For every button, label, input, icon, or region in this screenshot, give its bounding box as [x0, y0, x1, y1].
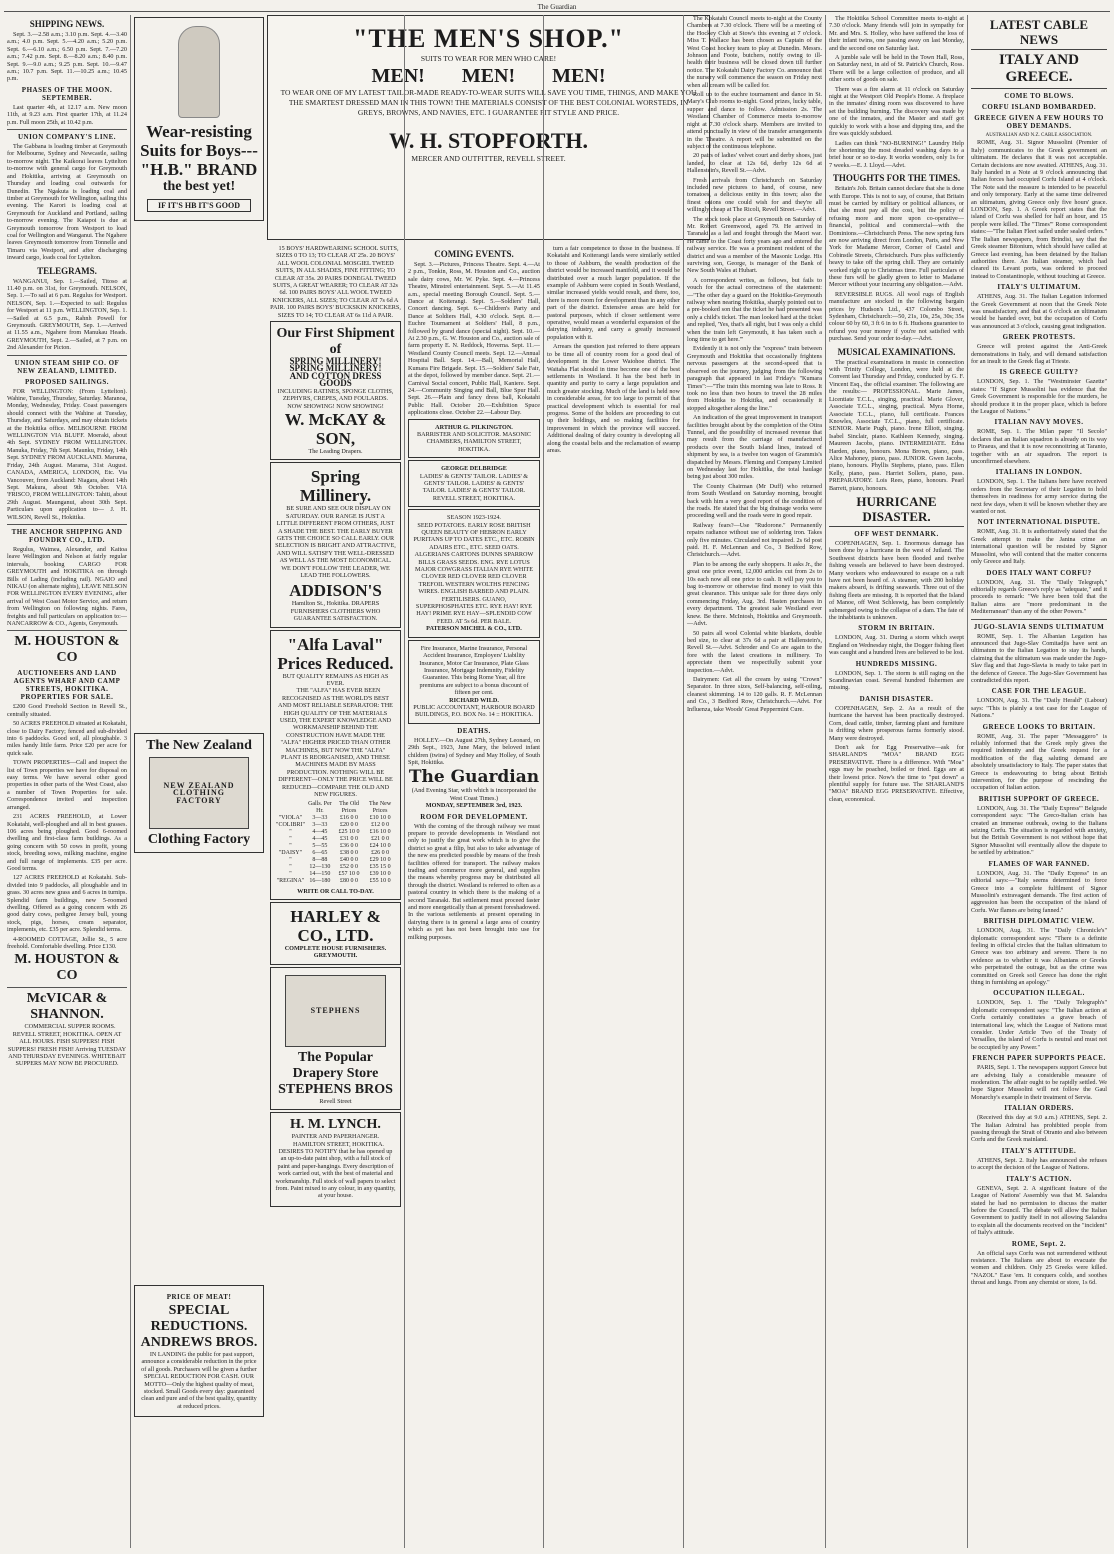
action-title: ITALY'S ACTION. — [1006, 1174, 1072, 1183]
alfa-cell: 5—55 — [312, 842, 328, 849]
danish-title: DANISH DISASTER. — [859, 694, 934, 703]
alfa-row — [275, 878, 396, 885]
telegrams-text: WANGANUI, Sep. 1.—Sailed, Titoso at 11.40 p.m. on 31st, for Greymouth. NELSON, Sep. 1.—To sail at 6 p.m. Regulus for Westport. NELSON, Sep. 1.—Expected to sail: Regulus for Westport at 11 p.m. WELLINGTON, Sep. 1.—Sailed at 6.5 p.m., Rahnh Powell for Greymouth. GREYMOUTH, Sep. 1.—Arrived at 11.55 a.m., Ngahere from Manukau Heads. GREYMOUTH, Sept. 2.—Sailed, at 7 p.m. on 2nd Alexander for Picton. — [7, 277, 127, 352]
greek-protests-text: Greece will protest against the Anti-Greek demonstrations in Italy, and will demand satisfaction for an insult to the Greek flag at Trieste. — [971, 343, 1107, 365]
alfa-row — [275, 843, 396, 850]
news-council-2: The County Chairman (Mr Duff) who returned from South Westland on Saturday morning, brought back with him a very good report of the condition of the roads. He stated that the big drainage works were proceeding well and the roads were in good repair. — [687, 482, 822, 520]
news-railway: Railway fears?—Use "Rudorone." Permanently repairs radiance without use of soldering iron. Takes only five minutes. Circulated not impaired. 2s 6d post paid. H. F. McLennan and Co., 3 Bedford Row, Christchurch.—Advt. — [687, 521, 822, 559]
britain-title: GREECE LOOKS TO BRITAIN. — [982, 722, 1096, 731]
news-ladies: Ladies can think "NO-BURNING!" Laundry Help for shortening the most dreaded washing days to a brief hour or so to-day. It works wonders, only 1s for 7 weeks.—E. J. Lloyd.—Advt. — [829, 139, 964, 169]
italys-ultimatum-title: ITALY'S ULTIMATUM. — [997, 283, 1081, 292]
mens-shop-address: MERCER AND OUTFITTER, REVELL STREET. — [411, 154, 566, 163]
uss-title: UNION STEAM SHIP CO. OF NEW ZEALAND, LIMITED. — [14, 358, 120, 375]
alfa-cell: 6—65 — [312, 849, 328, 856]
alfa-cell: 3—33 — [312, 814, 328, 821]
rome-title: ROME, Sept. 2. — [1011, 1239, 1067, 1248]
factory-seal-illustration: NEW ZEALAND CLOTHING FACTORY — [149, 757, 249, 829]
high-water-table: Sept. 3.—2.58 a.m.; 3.10 p.m. Sept. 4.—3.40 a.m.; 4.0 p.m. Sept. 5.—4.20 a.m.; 5.20 p.m. Sept. 6.—6.10 a.m.; 6.50 p.m. Sept. 7.—7.20 a.m.; 7.42 p.m. Sept. 8.—8.20 a.m.; 8.40 p.m. Sept. 9.—9.0 a.m.; 9.25 p.m. Sept. 10.—9.47 a.m.; 10.7 p.m. Sept. 11.—10.25 a.m.; 10.45 p.m. — [7, 31, 127, 83]
stephens-ad — [270, 967, 401, 1110]
mens-shop-name: W. H. STOPFORTH. — [388, 128, 589, 153]
cable-sub-3: GREECE GIVEN A FEW HOURS TO OBEY DEMANDS. — [974, 114, 1104, 130]
alfa-cell: " — [289, 863, 292, 870]
alfa-row — [275, 871, 396, 878]
alfa-cell: "VIOLA" — [278, 814, 303, 821]
mckay-now-showing: NOW SHOWING! NOW SHOWING! — [287, 402, 384, 410]
stephens-title: The Popular Drapery Store — [292, 1049, 379, 1081]
news-eggs: Don't ask for Egg Preservative—ask for SHARLAND'S "MOA" BRAND EGG PRESERVATIVE. There is a difference. With "Moa" eggs may be poached, boiled or fried. Eggs are at their lowest price. Now's the time to "put down" a plentiful supply for future use. The SHARLAND'S "MOA" BRAND EGG PRESERVATIVE. Effective, clean, economical. — [829, 743, 964, 803]
column-spacer — [134, 855, 264, 1283]
support-title: BRITISH SUPPORT OF GREECE. — [978, 794, 1100, 803]
delbridge-name: GEORGE DELBRIDGE — [441, 465, 507, 473]
houston-property-3: TOWN PROPERTIES—Call and inspect the list of Town properties we have for disposal on easy terms. We have several other good properties in other parts of the West Coast, also a number of Town Properties for sale. Correspondence invited and inspection arranged. — [7, 759, 127, 811]
deaths-title: DEATHS. — [457, 726, 491, 735]
alfa-cell: £52 0 0 — [340, 863, 359, 870]
alfa-cell: "REGINA" — [276, 877, 305, 884]
alfa-cell: £26 0 0 — [371, 849, 390, 856]
news-tickets: Fresh arrivals from Christchurch on Saturday included new pictures to hand, of course, new tomatoes, a delicious entity in this town; also the finest onions one could wish for and they're all willingly cheap at The Ricoli, Revell Street.—Advt. — [687, 176, 822, 214]
new-zealand-factory-ad — [134, 733, 264, 853]
alfa-price-table — [275, 801, 396, 885]
cable-sub-1: COME TO BLOWS. — [1004, 92, 1074, 100]
alfa-row — [275, 850, 396, 857]
case-text: LONDON, Aug. 31. The "Daily Herald" (Labour) says: "This is plainly a test case for the League of Nations." — [971, 697, 1107, 720]
harley-name: HARLEY & CO., LTD. — [290, 906, 381, 945]
alfa-cell: £39 10 0 — [369, 870, 391, 877]
harley-tagline: COMPLETE HOUSE FURNISHERS. GREYMOUTH. — [284, 944, 387, 960]
alfa-cell: £38 0 0 — [340, 849, 359, 856]
mckay-ad — [270, 321, 401, 460]
uss-subtitle: PROPOSED SAILINGS. — [24, 377, 110, 386]
news-jumble: A jumble sale will be held in the Town Hall, Ross, on Saturday next, in aid of St. Patrick's Church, Ross. There will be a large collection of produce, and all other sorts of goods on sale. — [829, 54, 964, 84]
andrews-name: SPECIAL REDUCTIONS. ANDREWS BROS. — [140, 1303, 258, 1350]
news-reversible: REVERSIBLE RUGS. All wool rugs of English manufacture are stocked in the following bargain prices by Hudson's Ltd., 437 Colombo Street, Sydenham, Christchurch:—50, 21s, 10s, 25s, 30s; 35s colour 60 by 60, 3 ft 6 in to 6 ft. Hudsons guarantee to refund you your money if you're not satisfied with purchase. Send your order to-day.—Advt. — [829, 290, 964, 343]
stephens-name: STEPHENS BROS — [278, 1081, 393, 1097]
alfa-footer: WRITE OR CALL TO-DAY. — [297, 887, 374, 895]
alfa-row — [275, 836, 396, 843]
alfa-header-cell — [275, 801, 306, 815]
alfa-cell: £40 0 0 — [340, 856, 359, 863]
addison-tagline: Hamilton St., Hokitika. DRAPERS FURNISHERS CLOTHIERS WHO GUARANTEE SATISFACTION. — [290, 600, 381, 623]
hb-suits-ad — [134, 17, 264, 221]
houston-property-5: 127 ACRES FREEHOLD at Kokatahi. Sub-divided into 9 paddocks, all ploughable and in grass. 30 acres new grass and 6 acres in turnips. Splendid farm buildings, new 5-roomed dwelling. Offered as a going concern with 26 good dairy cows, pedigree Jersey bull, young stock, pigs, horses, cream separator, implements, etc. £35 per acre. Splendid terms. — [7, 874, 127, 934]
french-title: FRENCH PAPER SUPPORTS PEACE. — [972, 1054, 1106, 1063]
alfa-cell: £16 0 0 — [340, 814, 359, 821]
alfa-subtitle: BUT QUALITY REMAINS AS HIGH AS EVER. — [282, 672, 389, 687]
houston-subtitle: AUCTIONEERS AND LAND AGENTS WHARF AND CAMP STREETS, HOKITIKA. PROPERTIES FOR SALE. — [13, 669, 121, 702]
mckay-tagline: The Leading Drapers. — [308, 447, 363, 455]
alfa-header-cell: Galls. Per Hr. — [308, 800, 332, 814]
mens-shop-body: TO WEAR ONE OF MY LATEST TAILOR-MADE READY-TO-WEAR SUITS WILL SAVE YOU TIME, THINGS, AND MAKE YOU THE SMARTEST DRESSED MAN IN THIS TOWN! THE MATERIALS CONSIST OF THE BEST COLONIAL WORSTEDS, IN GREYS, BROWNS, AND NAVIES, ETC. I GUARANTEE FIT STYLE AND PRICE. — [280, 88, 697, 117]
alfa-cell: 8—88 — [312, 856, 328, 863]
mens-shop-men: MEN! MEN! MEN! — [371, 65, 606, 87]
alfa-cell: £12 0 0 — [371, 821, 390, 828]
addison-text: BE SURE AND SEE OUR DISPLAY ON SATURDAY. OUR RANGE IS JUST A LITTLE DIFFERENT FROM OTHERS, JUST A SHADE THE BEST. THE EARLY BUYER GETS THE CHOICE SO CALL EARLY. OUR SELECTION IS BRIGHT AND ATTRACTIVE, AND WILL SATISFY THE WELL-DRESSED AS WELL AS THE MOST ECONOMICAL. WE DON'T FOLLOW THE LEADER, WE LEAD THE FOLLOWERS. — [275, 505, 396, 579]
alfa-cell: £25 10 0 — [338, 828, 360, 835]
column-local-news-2 — [825, 15, 967, 1548]
thoughts-title: THOUGHTS FOR THE TIMES. — [832, 173, 961, 184]
delbridge-text: LADIES' & GENTS' TAILOR. LADIES' & GENTS' TAILOR. LADIES' & GENTS' TAILOR. LADIES' & GENTS' TAILOR. REVELL STREET, HOKITIKA. — [419, 472, 529, 502]
seeds-text: SEED POTATOES. EARLY ROSE BRITISH QUEEN BEAUTY OF HEBRON EARLY PURITANS UP TO DATES ETC., ETC. ROBIN ADAIRS ETC., ETC. SEED OATS. ALGERIANS CARTONS DUNNS SPARROW BILLS GRASS SEEDS. ENG. RYE LOTUS MAJOR COWGRASS ITALIAN RYE WHITE CLOVER RED CLOVER RED CLOVER TREFOIL WESTERN WOLTHS FENCING WIRES. ENGLISH BARBED AND PLAIN. FERTILISERS. GUANO, SUPERPHOSPHATES ETC. RYE HAY! RYE HAY! PRIME RYE HAY—SPLENDID COW FEED. AT 5s 6d. PER BALE. — [413, 521, 535, 625]
attitude-text: ATHENS, Sept. 2. Italy has announced she refuses to accept the decision of the League of Nations. — [971, 1156, 1107, 1172]
corfu-text: LONDON, Aug. 31. The "Daily Telegraph," editorially regards Greece's reply as "adequate," and it proceeds to remark: "We have been told that the Italian aims are "more predominant in the Mediterranean" than any of the other Powers." — [971, 578, 1107, 616]
addison-name: ADDISON'S — [289, 581, 382, 601]
alfa-cell: £80 0 0 — [340, 877, 359, 884]
column-shipping — [4, 15, 130, 1548]
andrews-text: IN LANDING the public for past support, announce a considerable reduction in the price of all goods. Purchasers will be given a further SPECIAL REDUCTION FOR CASH. OUR MOTTO—Only the highest quality of meat, stocked. Small Goods every day: guaranteed clean and pure and of the best quality, quantity at reduced prices. — [141, 1351, 257, 1410]
alfa-header-row — [275, 801, 396, 815]
navy-title: ITALIAN NAVY MOVES. — [994, 418, 1084, 427]
news-sales: 50 pairs all wool Colonial white blankets, double bed size, to clear at 37s 6d a pair at Hallenstein's, Revell St.—Advt. Schroder and Co are again to the fore with the latest creations in millinery. To appreciate them we respectfully submit your inspection.—Advt. — [687, 629, 822, 674]
greece-guilty-title: IS GREECE GUILTY? — [999, 368, 1079, 377]
harley-ad — [270, 902, 401, 965]
boy-illustration — [178, 26, 220, 118]
alfa-cell: " — [289, 828, 292, 835]
nz-left: The New Zealand — [146, 738, 252, 753]
houston-property-4: 231 ACRES FREEHOLD, at Lower Kokatahi, well-ploughed and all in best grasses. 106 acres being ploughed. Good 6-roomed dwelling and first-class farm buildings. As a going concern with 50 cows in profit, young stock, breeding sows, milking machine, engine and full range of implements. £35 per acre. Good terms. — [7, 813, 127, 872]
hb-title: Wear-resisting Suits for Boys--- — [140, 122, 258, 160]
alfa-cell: £16 10 0 — [369, 828, 391, 835]
news-correspondent: A correspondent writes, as follows, but fails to vouch for the actual correctness of the statement:—"The other day a guard on the Hokitika-Greymouth railway when nearing Hokitika, sharply pointed out to a pre-booked son that the ticket he had presented was only a child's ticket. The man looked hard at the ticket and replied, 'Yes, that's all right, but I was only a child when the train left Greymouth, it has taken such a long time to get here.'" — [687, 276, 822, 344]
andrews-title: PRICE OF MEAT! — [166, 1293, 232, 1301]
houston-property-2: 50 ACRES FREEHOLD situated at Kokatahi, close to Dairy Factory; fenced and sub-divided into 6 paddocks. Good soil, all ploughable. 3 miles handy little farm. Price £20 per acre for quick sale. — [7, 720, 127, 757]
news-school: The Hokitika School Committee meets to-night at 7.30 o'clock. Many friends will join in sympathy for Mr. and Mrs. S. Holley, who have suffered the loss of their infant twins, one passing away on last Monday, and the second one on Saturday last. — [829, 15, 964, 52]
hb-list-spacer — [134, 223, 264, 731]
hurricane-title: HURRICANE DISASTER. — [829, 494, 964, 527]
hundreds-text: LONDON, Sep. 1. The storm is still raging on the Scandinavian coast. Several hundred fishermen are missing. — [829, 669, 964, 692]
alfa-cell: £24 10 0 — [369, 842, 391, 849]
alfa-cell: "COLIBRI" — [276, 821, 305, 828]
alfa-title: "Alfa Laval" Prices Reduced. — [277, 634, 394, 673]
column-ads-middle — [267, 15, 404, 1548]
alfa-cell: 14—150 — [309, 870, 331, 877]
events-text: Sept. 3.—Pictures, Princess Theatre. Sept. 4.—At 2 p.m., Tonkin, Ross, M. Houston and Co., auction sale dairy cows, Mr. W. Pyke. Sept. 4.—Princess Theatre, Minstrel entertainment. Sept. 5.—At 11.45 a.m., special meeting Borough Council. Sept. 5.—Dance at Koiterangi. Sept. 5.—Soldiers' Hall, Concert dancing. Sept. 6.—Children's Party and Dance at Soldiers Hall, 4.30 o'clock. Sept. 8.—Euchre Tournament at Soldiers' Hall, 8 p.m., followed by grand dance (special night). Sept. 10.—At 2.30 p.m., G. W. Houston and Co., auction sale of farm property E. N. Reddock, Hoverna. Sept. 11.—Westland County Council meets. Sept. 12.—Annual Hospital Ball. Sept. 14.—Ball, Memorial Hall, Kumara Fire Brigade. Sept. 15.—Soldiers' Sale Fair, at the depot, followed by member dance. Sept. 21.—Carnival Social concert, Public Hall, Kaniere. Sept. 24.—Community Singing and Ball, Blue Spur Hall. Sept. 26.—Plain and fancy dress ball, Kokatahi Public Hall. October 20.—Exhibition Spuce applications close. October 22.—Labour Day. — [408, 261, 540, 417]
jugo-text: ROME, Sep. 1. The Albanian Legation has announced that Jugo-Slav Comitadjis have sent an ultimatum to the Italian Legation to stay its hands, claiming that the ultimatum was made under the Jugo-Slav flag and that Jugo-Slavia is ready to take part in the defence of Greece. The Jugo-Slav Government has contradicted this report. — [971, 632, 1107, 684]
french-text: PARIS, Sept. 1. The newspapers support Greece but are advising Italy a considerable measure of moderation. The affair ought to be rapidly settled. We hope Signor Mussolini will not follow the Gaul Monarchy's example in their treatment of Servia. — [971, 1064, 1107, 1101]
alfa-cell: £21 0 0 — [371, 835, 390, 842]
lynch-text: HAMILTON STREET, HOKITIKA. DESIRES TO NOTIFY that he has opened up an up-to-date paint shop, with a full stock of paint and paper-hangings. Every description of work carried out, with the best of material and workmanship. Full stock of wall papers to select from. Paint mixed to any colour, in any quantity, at your house. — [275, 1140, 396, 1200]
case-title: CASE FOR THE LEAGUE. — [991, 687, 1087, 696]
paterson-name: PATERSON MICHEL & CO., LTD. — [426, 625, 522, 633]
masthead — [4, 3, 1110, 12]
guardian-subtitle: (And Evening Star, with which is incorporated the West Coast Times.) — [411, 787, 537, 802]
houston-property-6: 4-ROOMED COTTAGE, Jollie St., 5 acre freehold. Comfortable dwelling. Price £130. — [7, 935, 127, 950]
editorial-text: With the coming of the through railway we must prepare to provide developments in Westland not only to justify the great work which is to give the district so great a filip, but also to take advantage of the new era predicted possible by means of the fresh facilities offered for transport. The railway makes trading and commerce more general, and supplies the means whereby progress may be distributed all through the district. Westland is referred to often as a pastoral country in which there is the making of a second Taranaki. But settlement must proceed faster and more energetically than at present foreshadowed. In the various settlements at present operating in dairying there is in general a large area of country which as yet has not been brought into use for milking purposes. — [408, 822, 541, 941]
hb-price-list: 15 BOYS' HARDWEARING SCHOOL SUITS, SIZES 0 TO 13; TO CLEAR AT 25s. 20 BOYS' ALL WOOL COLONIAL MOSGIEL TWEED SUITS, IN ALL SHADES, FINE FITTING; TO CLEAR AT 35s. 20 PAIRS DONEGAL TWEED SUITS, A GREAT WEARER; TO CLEAR AT 32s 6d. 100 PAIRS BOYS' ALL WOOL TWEED KNICKERS, ALL SIZES; TO CLEAR AT 7s 6d A PAIR. 100 PAIRS BOYS' BUCKSKIN KNICKERS, SIZES TO 14; TO CLEAR AT 6s 11d A PAIR. — [270, 245, 401, 319]
alfa-cell: 16—180 — [309, 877, 331, 884]
storm-text: LONDON, Aug. 31. During a storm which swept England on Wednesday night, the Dogger fishing fleet was caught and a hundred lives are believed to be lost. — [829, 634, 964, 657]
events-title: COMING EVENTS. — [434, 249, 514, 259]
guardian-date: MONDAY, SEPTEMBER 3rd, 1923. — [425, 802, 523, 810]
alfa-cell: 4—45 — [312, 835, 328, 842]
greek-protests-title: GREEK PROTESTS. — [1002, 333, 1076, 342]
jugo-title: JUGO-SLAVIA SENDS ULTIMATUM — [973, 622, 1105, 631]
alfa-header-cell: The New Prices — [369, 800, 392, 814]
moon-title: PHASES OF THE MOON. SEPTEMBER. — [21, 85, 113, 102]
hurricane-text: COPENHAGEN, Sep. 1. Enormous damage has been done by a hurricane in the west of Jutland. The Southwest districts have been flooded and twelve fishing vessels are believed to have been destroyed. Many workers who endeavoured to escape on a raft have not been heard of. A steamer, with 200 holiday makers aboard, is drifting seawards. Three out of the fishing fleets are missing. It is reported that the Island of Manoe, off West Schleswig, has been completely submerged owing to the collapse of a dam. The fate of the inhabitants is unknown. — [829, 539, 964, 622]
music-title: MUSICAL EXAMINATIONS. — [837, 346, 956, 357]
alfa-row — [275, 822, 396, 829]
orders-title: ITALIAN ORDERS. — [1004, 1104, 1074, 1113]
guardian-title: The Guardian — [408, 767, 540, 788]
dispute-title: NOT INTERNATIONAL DISPUTE. — [977, 518, 1101, 527]
diplomatic-text: LONDON, Aug. 31. The "Daily Chronicle's" diplomatic correspondent says: "There is a definite feeling in official circles that the Italian ultimatum to Greece was too arbitrary and severe. There is no evidence as to whether it was Albanians or Greeks who perpetrated the outrage, but as the crime was committed on Greek soil Greece has done the right thing in furnishing an apology." — [971, 927, 1107, 986]
alfa-header-cell: The Old Prices — [339, 800, 359, 814]
occupation-text: LONDON, Sep. 1. The "Daily Telegraph's" diplomatic correspondent says: "The Italian action at Corfu certainly constitutes a grave breach of international law, which the League of Nations must consider. Under Article Two of the Treaty of Versailles, the island of Corfu is neutral and must not be occupied by any Power." — [971, 999, 1107, 1051]
fanned-title: FLAMES OF WAR FANNED. — [988, 859, 1090, 868]
alfa-cell: £55 10 0 — [369, 877, 391, 884]
column-cable-news — [967, 15, 1110, 1548]
hb-badge: IF IT'S HB IT'S GOOD — [147, 199, 251, 212]
orders-text: (Received this day at 9.0 a.m.) ATHENS, Sept. 2. The Italian Admiral has prohibited people from passing through the Strait of Otranto and also between Corfu and the Greek mainland. — [971, 1114, 1107, 1144]
editorial-continued-1: turn a fair competence to those in the business. If Kokatahi and Koiterangi lands were similarly settled to those of Ashburn, the wealth production of the district would be increased manifold, and it would be distributed over a much larger population. If the example of Ashburn were copied in South Westland, similar increased yields would result, and there, too, there is more room for development than in any other part of the district. Extensive areas are held for pastoral purposes, which if closer settlement were operative, would mean a wonderful expansion of the dairying industry, and carry a greatly increased population with it. — [547, 245, 680, 341]
cable-news-title: LATEST CABLE NEWS — [971, 17, 1107, 50]
cable-text: ROME, Aug. 31. Signor Mussolini (Premier of Italy) communicates to the Greek government an ultimatum. He declares that it was not acceptable. Certain decisions are now awaited. ATHENS, Aug. 31. Italy handed in a Note at 9 o'clock announcing that Italian forces had occupied Corfu Island at 4 o'clock. The Note said the measure is intended to be peaceful and only temporary. Early at the same time delivered an ultimatum, giving Greece only five hours' grace. LONDON, Sep. 1. A Greek report states that the island of Corfu was shelled for half an hour, and 15 people were killed. The "Times'" Rome correspondent states:—"The Italian Fleet sailed under sealed orders." The Italian newspapers, from Brindisi, say that the Greek steamer Bitonium, which should have called at Greece last evening, has been detained by the Italian authorities there. An Italian steamer, which had cleared its Levant ports, was ordered to proceed instead to Constantinople, without touching at Greece. — [971, 139, 1107, 280]
mckay-intro: Our First Shipment of — [276, 326, 395, 358]
italians-london-title: ITALIANS IN LONDON. — [995, 468, 1083, 477]
addison-title: Spring Millinery. — [299, 467, 372, 506]
diplomatic-title: BRITISH DIPLOMATIC VIEW. — [983, 917, 1095, 926]
lynch-name: H. M. LYNCH. — [290, 1117, 381, 1133]
navy-text: ROME, Sep. 1. The Milan paper "Il Secolo" declares that an Italian squadron is already on its way to Piraeus, and that it is now reconnoitring at Taranto, together with an air squadron. The report is unconfirmed elsewhere. — [971, 428, 1107, 466]
alfa-row — [275, 864, 396, 871]
britain-text: ROME, Aug. 31. The paper "Messaggero" is reliably informed that the Greek reply gives the required indemnity and the Greek request for a modification of the flag saluting demand are absolutely unsatisfactory to Italy. The paper states that Greece is endeavouring to bring about British intervention, for the purpose of rescinding the occupation of Italian action. — [971, 732, 1107, 792]
news-bank: The stock took place at Greymouth on Saturday of Mr. Robert Greenwood, aged 79. He arrived in Taranaki as a lad and fought through the Maori war. He came to the Coast forty years ago and entered the railway service. He was a prominent resident of the district and was a member of the Masonic Lodge. His surviving son, George, is manager of the Bank of New South Wales at Hubart. — [687, 215, 822, 275]
support-text: LONDON, Aug. 31. The "Daily Express'" Belgrade correspondent says: "The Greco-Italian crisis has created an immense outbreak, owing to the Italians seizing Corfu. The situation is regarded with anxiety, but the British Government is not without hope that Signor Mussolini will eventually allow the dispute to be settled by arbitration." — [971, 804, 1107, 857]
news-milk: An indication of the great improvement in transport facilities brought about by the completion of the Otira Tunnel, and the possibility of increased revenue that may result from the carriage of manufactured products over the South Island lines, instead of shipment by sea, is a twelve ton wagon of Grammis's dispatched by Messrs. Fleming and Company Limited on Wednesday last for Hokitika, the total haulage being just about 300 miles. — [687, 414, 822, 481]
anchor-text: Regulus, Waimea, Alexander, and Kaitoa leave Wellington and Nelson at fairly regular intervals, booking CARGO FOR GREYMOUTH and HOKITIKA on through Bills of Lading (including rail). NGAIO and NIKAU (on alternate nights), LEAVE NELSON FOR WELLINGTON EVERY EVENING, after arrival of West Coast Motor Service, and return from Wellington on following nights. Fares, freights and full particulars on application to:— NANCARROW & CO., Agents, Greymouth. — [7, 545, 127, 627]
cable-credit: AUSTRALIAN AND N.Z. CABLE ASSOCIATION. — [985, 133, 1093, 138]
mckay-name: W. McKAY & SON, — [284, 409, 387, 448]
alfa-cell: £36 0 0 — [340, 842, 359, 849]
music-text: The practical examinations in music in connection with Trinity College, London, were held at the Convent last Thursday and Friday, conducted by G. F. Vincent Esq., the official examiner. The following are the results:— PROFESSIONAL. Marie James, Licentiate T.C.L., singing, practical. Marie Glover, Associate T.C.L., singing, practical. Myra Horne, Associate T.C.L., piano, full certificate. Frances Knowles, Associate T.C.L., piano, full certificate. SENIOR. Marie Pugh, piano. Irene Elliott, singing. Isabel Sinclair, piano. Kathleen Kennedy, singing. Maureen Jacobs, piano. INTERMEDIATE. Edna Harden, piano, honours. Mona Brown, piano, pass. Alice Mahoney, piano, pass. JUNIOR. Gwen Jacobs, piano, honours. Phyllis Stephens, piano, pass. Ellen Kelly, piano, pass. Harriet Sollers, piano, pass. PREPARATORY. Lois Rees, piano, honours. Pearl Barrett, piano, honours. — [829, 358, 964, 492]
news-council: The Kokatahi Council meets to-night at the County Chambers at 7.30 o'clock. There will be a meeting of the Hockey Club at Stow's this evening at 7 o'clock. Miss T. Wallace has been chosen as Captain of the West Coast hockey team to play at Dunedin. Messrs. Johnson and Foote, butchers, notify owing to ill-health their business will be closed down till further notice. The Kokatahi Dairy Factory Co. announce that the nursery will commence the season on Friday next when all cream will be called for. — [687, 15, 822, 89]
telegrams-title: TELEGRAMS. — [37, 265, 97, 276]
alfa-row — [275, 829, 396, 836]
houston-footer: M. HOUSTON & CO — [14, 952, 120, 984]
rome-text: An official says Corfu was not surrendered without resistance. The Italians are about to evacuate the women and children. Only 25 Greeks were killed. "NAZOL" Ease 'em. It conquers colds, and soothes throat and lungs. From any chemist or store, 1s 6d. — [971, 1249, 1107, 1287]
italys-ultimatum-text: ATHENS, Aug. 31. The Italian Legation informed the Greek Government at noon that the Greek Note was unsatisfactory, and that at 6 o'clock an ultimatum would be handed over, but the occupation of Corfu was announced at 3 o'clock, causing great indignation. — [971, 293, 1107, 330]
lynch-title: PAINTER AND PAPERHANGER. — [291, 1133, 380, 1141]
alfa-cell: £20 0 0 — [340, 821, 359, 828]
shipping-title: SHIPPING NEWS. — [29, 19, 105, 29]
alfa-cell: " — [289, 870, 292, 877]
thoughts-text: Britain's Job. Britain cannot declare that she is done with Europe. This is not to say, of course, that Britain must be carried by military or political alliances, or that she must pay all the cost, but the policy of refusing more and more upon co-operative—financial, political and commercial—with the Dominions.—Christchurch Press. The new spring furs are now arriving direct from London, Paris, and New York for Madame Mercer, Corner of Castel and Cobinstle Streets, Christchurch. Furs plus sufficiently heavy to take off the spring chill. They are certainly worked right up to Christmas time. Full particulars of these furs will be gladly given to letter to Madame Mercer without your incurring any obligation.—Advt. — [829, 185, 964, 289]
mcvicar-title: McVICAR & SHANNON. — [26, 991, 108, 1023]
mens-shop-subtitle: SUITS TO WEAR FOR MEN WHO CARE! — [420, 54, 557, 63]
addison-ad — [270, 462, 401, 627]
alfa-cell: £29 10 0 — [369, 856, 391, 863]
anchor-title: THE ANCHOR SHIPPING AND FOUNDRY CO., LTD. — [11, 527, 123, 544]
mckay-line-1: SPRING MILLINERY! SPRING MILLINERY! — [289, 356, 382, 374]
pilkington-ad — [408, 419, 540, 459]
column-local-news — [683, 15, 825, 1548]
alfa-cell: " — [289, 842, 292, 849]
uss-text: FOR WELLINGTON: (From Lyttelton). Wahine, Tuesday, Thursday, Saturday. Maranoa, Monday, Wednesday, Friday. Coast passengers should connect with the Wahine at Tuesday, Thursday, and Saturdays, and may obtain tickets at the Hokitika office. MELBOURNE FROM WELLINGTON VIA BLUFF. Moeraki, about 4th Sept. SYDNEY FROM WELLINGTON. Manuka, Friday, 7th Sept. Maunku, Friday, 14th Sept. SYDNEY FROM AUCKLAND. Maruma, Friday, 24th August. Marama, 31st August. CANADA, AMERICA, LONDON, Etc. Via Vancouver, from Auckland: Niagara, about 14th Sept. Makura, about 9th October. VIA 'FRISCO, FROM WELLINGTON: Tahiti, about 29th August. Maunganui, about 30th Sept. Particulars upon application to— J. H. WILSON, Revell St., Hokitika. — [7, 387, 127, 521]
news-fire: There was a fire alarm at 11 o'clock on Saturday night at the Westport Old People's Home. A fireplace in the inmates' dining room was discovered to have set the building burning. The discovery was made by one of the inmates, and the Master and staff got quickly to work with a hose and dipping tins, and the fire was quickly subdued. — [829, 85, 964, 138]
editorial-continued-2: Arrears the question just referred to there appears to be time all of country room for a good deal of development in the Lower Waiohoe district. The Waitaha Flat should in time become one of the best settlements in Westland. It has the best herb in quantity and purity to carry a large population and much greater stocking. Much of the land is held now in considerable areas, for too large to permit of that practical development which is essential for real progress. Some of the holders are proceeding to cut up their holdings, and so making facilities for improvement in which the province will succeed. Additional dealing of dairy country is developing all along the coastal belts and the reclamation of swamp areas. — [547, 343, 680, 454]
news-dairymen: Dairymen: Get all the cream by using "Crown" Separator. In three sizes, Self-balancing, self-oiling, cleanest skimming. 14 to 120 galls. R. F. McLennan and Co., 3 Bedford Row, Christchurch.—Advt. For Influenza, take Woods' Great Peppermint Cure. — [687, 675, 822, 713]
greece-guilty-text: LONDON, Sep. 1. The "Westminster Gazette" states: "If Signor Mussolini has evidence that the Greek Government is responsible for the murders, he should produce it in the proper place, which is before the League of Nations." — [971, 378, 1107, 415]
cable-headline: ITALY AND GREECE. — [971, 52, 1107, 89]
occupation-title: OCCUPATION ILLEGAL. — [993, 989, 1085, 998]
fanned-text: LONDON, Aug. 31. The "Daily Express" in an editorial says:—"Italy seems determined to force Greece into a complete fulfilment of Signor Mussolini's extravagant demands. The first action of aggression has been the occupation of the island of Corfu. War flames are being fanned." — [971, 869, 1107, 914]
hundreds-title: HUNDREDS MISSING. — [855, 659, 938, 668]
houston-title: M. HOUSTON & CO — [14, 634, 120, 666]
mcvicar-text: COMMERCIAL SUPPER ROOMS. REVELL STREET, HOKITIKA. OPEN AT ALL HOURS. FISH SUPPERS! FISH SUPPERS! FRESH FISH! Arriving TUESDAY AND THURSDAY EVENINGS. WHITEBAIT SUPPERS MAY NOW BE PROCURED. — [7, 1023, 127, 1068]
alfa-cell: "DAISY" — [278, 849, 303, 856]
column-ads-left — [130, 15, 267, 1548]
stephens-shopfront-illustration: STEPHENS — [285, 975, 386, 1047]
hb-brand: "H.B." BRAND — [140, 160, 258, 179]
column-events — [404, 15, 543, 1548]
italians-london-text: LONDON, Sep. 1. The Italians here have received orders from the Secretary of their Legation to hold themselves in readiness for army service during the next few days, when it will be known whether they are wanted or not. — [971, 478, 1107, 516]
wild-name: RICHARD WILD. — [449, 696, 499, 704]
action-text: GENEVA, Sept. 2. A significant feature of the League of Nations' Assembly was that M. Salandra stated he had no permission to discuss the matter before the Council. The debate will allow the Italian Government to justify itself in not allowing Salandra to explain all the documents received on the "incident" of Italy's attitude. — [971, 1184, 1107, 1237]
news-train: Evidently it is not only the "express" train between Greymouth and Hokitika that occasionally frightens nervous passengers at the second-speed that is observed on the journey, judging from the following paragraph that appeared in last Friday's "Kumara Times":—"The train this morning was late to Ross. It took no less than two hours to travel the 28 miles from Hokitika to Hokitika, and occasionally it stopped altogether along the line." — [687, 345, 822, 412]
attitude-title: ITALY'S ATTITUDE. — [1001, 1146, 1077, 1155]
alfa-row — [275, 857, 396, 864]
alfa-laval-ad — [270, 630, 401, 900]
alfa-cell: 3—33 — [312, 821, 328, 828]
hb-subtitle: the best yet! — [162, 179, 236, 194]
alfa-cell: £57 10 0 — [338, 870, 360, 877]
alfa-cell: 4—45 — [312, 828, 328, 835]
pilkington-name: ARTHUR G. PILKINGTON. — [435, 423, 513, 431]
editorial-headline: ROOM FOR DEVELOPMENT. — [420, 812, 528, 821]
alfa-cell: £35 15 0 — [369, 863, 391, 870]
union-text: The Gabbana is loading timber at Greymouth for Melbourne, Sydney and Newcastle, sailing to-morrow night. The Kaikorai leaves Lyttelton to-morrow with general cargo for Greymouth and Hokitika, arriving at Greymouth on Thursday and loading coal outwards for Dunedin. The Ngakuta is loading coal and timber at Greymouth for Wellington, sailing this evening. The Karori is loading coal at Greymouth for Auckland and Portland, sailing to-morrow evening. The Kaiapoi is due at Greymouth tomorrow from Westport to load coal for Wellington and Wanganui. The Ngahere leaves Greymouth tomorrow from Tonnelle and Timaru via Westport, and after discharging inward cargo, loads coal for Lyttelton. — [7, 143, 127, 262]
wild-text: Fire Insurance, Marine Insurance, Personal Accident Insurance, Employers' Liability Insurance, Motor Car Insurance, Plate Glass Insurance, Mortgage Indemnity, Fidelity Guarantee. This being Rome Year, all fire premiums are subject to a bonus discount of fifteen per cent. — [419, 644, 529, 697]
nz-right: Clothing Factory — [147, 832, 251, 847]
stephens-address: Revell Street — [319, 1097, 352, 1105]
newspaper-page — [4, 3, 1110, 1548]
cable-sub-2: CORFU ISLAND BOMBARDED. — [981, 103, 1097, 111]
dispute-text: ROME, Aug. 31. It is authoritatively stated that the Greek attempt to make the Janina crime an international question will be resisted by Signor Mussolini, who will contend that the matter concerns only Greece and Italy. — [971, 528, 1107, 566]
andrews-ad — [134, 1285, 264, 1417]
hurricane-subtitle: OFF WEST DENMARK. — [854, 529, 939, 538]
news-trial: Plan to be among the early shoppers. It asks Jr., the great one price event, 12,000 articles cut from 2s to 10s each now all one price to cash. It will pay you to bag to-morrow or otherwise find money to visit this great clearance. This unique sale for three days only commencing Friday, Aug. 3rd. Hasten purchases in every department. The greatest sale Westland ever knew. Be there. McIntosh, Hokitika and Greymouth.—Advt. — [687, 560, 822, 628]
wild-ad — [408, 640, 540, 724]
mckay-line-3: INCLUDING RATINES, SPONGE CLOTHS, ZEPHYRS, CREPES, AND FOULARDS. — [277, 387, 394, 403]
news-hall: Roll up to the euchre tournament and dance in St. Mary's Club rooms to-night. Good prizes, lucky table, supper and dance to follow. Admission 2s. The Westland Chamber of Commerce meets to-morrow night at 7.30 o'clock sharp. Members are invited to attend punctually in view of the transfer arrangements in the Theatre. A report will be submitted on the subject of the continuous telephone. — [687, 91, 822, 150]
alfa-cell: " — [289, 835, 292, 842]
lynch-ad — [270, 1112, 401, 1207]
mckay-line-2: AND COTTON DRESS GOODS — [289, 370, 382, 389]
houston-property-1: £200 Good Freehold Section in Revell St., centrally situated. — [7, 703, 127, 718]
storm-title: STORM IN BRITAIN. — [858, 624, 935, 633]
alfa-cell: £10 10 0 — [369, 814, 391, 821]
deaths-text: HOLLEY.—On August 27th, Sydney Leonard, on 29th Sept., 1923, June Mary, the beloved infant children (twins) of Sydney and May Holley, of South Spit, Hokitika. — [408, 736, 540, 766]
alfa-cell: £31 0 0 — [340, 835, 359, 842]
seeds-title: SEASON 1923-1924. — [447, 514, 501, 522]
union-title: UNION COMPANY'S LINE. — [17, 133, 117, 142]
column-editorial — [543, 15, 683, 1548]
masthead-title: The Guardian — [537, 3, 577, 11]
wild-address: PUBLIC ACCOUNTANT, HARBOUR BOARD BUILDINGS, P.O. BOX No. 14 :: HOKITIKA. — [413, 703, 535, 719]
paterson-ad — [408, 509, 540, 638]
corfu-title: DOES ITALY WANT CORFU? — [986, 568, 1092, 577]
mens-shop-title: "THE MEN'S SHOP." — [352, 24, 625, 53]
alfa-row — [275, 815, 396, 822]
moon-phases: Last quarter 4th, at 12.17 a.m. New moon 11th, at 9.23 a.m. First quarter 17th, at 11.24 p.m. Full moon 25th, at 10.42 p.m. — [7, 103, 127, 126]
alfa-text: THE "ALFA" HAS EVER BEEN RECOGNISED AS THE WORLD'S BEST AND MOST RELIABLE SEPARATOR: THE HIGH QUALITY OF THE MATERIALS USED, THE EXPERT KNOWLEDGE AND WORKMANSHIP BEHIND THE CONSTRUCTION HAVE MADE THE "ALFA" HIGHER PRICED THAN OTHER MACHINES, BUT NOW THE "ALFA" PLANT IS REORGANISED, AND THESE MACHINES MADE BY MASS PRODUCTION. NOTHING WILL BE DIFFERENT—ONLY THE PRICE WILL BE REDUCED—COMPARE THE OLD AND NEW FIGURES. — [278, 687, 393, 799]
delbridge-ad — [408, 460, 540, 507]
news-jackets: 20 pairs of ladies' velvet court and derby shoes, just landed, to clear at 12s 6d, derby 12s 6d at Hallenstein's, Revell St.—Advt. — [687, 152, 822, 175]
pilkington-text: BARRISTER AND SOLICITOR. MASONIC CHAMBERS, HAMILTON STREET, HOKITIKA. — [416, 430, 532, 453]
alfa-cell: 12—130 — [309, 863, 331, 870]
alfa-cell: " — [289, 856, 292, 863]
danish-text: COPENHAGEN, Sep. 2. As a result of the hurricane the harvest has been practically destroyed. Corn, dead cattle, timber, farming plant and furniture is drifting where prosperous farms formerly stood. Many were destroyed. — [829, 704, 964, 742]
